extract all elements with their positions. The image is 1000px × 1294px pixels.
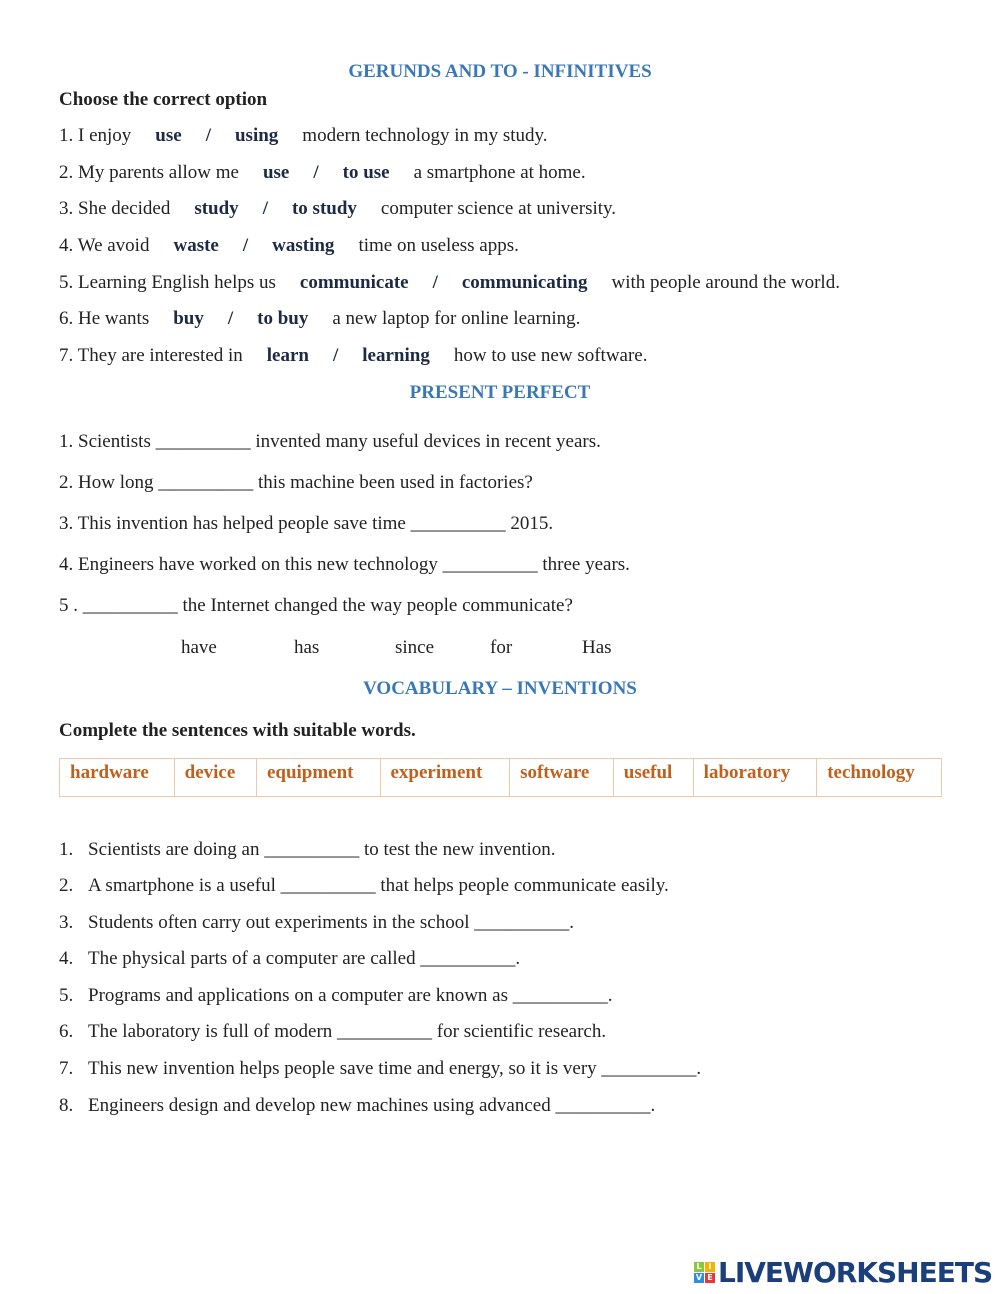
present-perfect-item: 1. Scientists __________ invented many useful devices in recent years. xyxy=(59,431,601,452)
option-1[interactable]: waste xyxy=(173,235,219,256)
word-box-cell: device xyxy=(174,759,256,797)
option-separator: / xyxy=(333,345,339,366)
item-prefix: 3. She decided xyxy=(59,198,171,219)
item-suffix: computer science at university. xyxy=(380,198,617,219)
word-box-cell: software xyxy=(510,759,614,797)
word-box-cell: equipment xyxy=(256,759,380,797)
present-perfect-item: 2. How long __________ this machine been used in factories? xyxy=(59,472,533,493)
option-1[interactable]: buy xyxy=(173,308,204,329)
gerunds-instruction: Choose the correct option xyxy=(59,89,268,110)
item-number: 5. xyxy=(59,985,74,1006)
option-2[interactable]: to buy xyxy=(257,308,309,329)
word-box-cell: hardware xyxy=(60,759,175,797)
option-1[interactable]: communicate xyxy=(299,272,409,293)
word-box-cell: technology xyxy=(817,759,942,797)
item-suffix: with people around the world. xyxy=(611,272,840,293)
word-bank-item: have xyxy=(181,637,217,658)
item-text: The physical parts of a computer are called __________. xyxy=(88,948,521,969)
item-text: The laboratory is full of modern __________ for scientific research. xyxy=(88,1021,607,1042)
item-text: This new invention helps people save time and energy, so it is very __________. xyxy=(88,1058,702,1079)
word-bank-item: has xyxy=(294,637,320,658)
vocabulary-item xyxy=(59,912,574,934)
logo-tiles-icon: L I V E xyxy=(694,1262,715,1283)
option-1[interactable]: use xyxy=(155,125,182,146)
vocabulary-item xyxy=(59,839,556,861)
option-separator: / xyxy=(313,162,319,183)
option-2[interactable]: to study xyxy=(291,198,357,219)
option-1[interactable]: learn xyxy=(266,345,309,366)
vocabulary-item xyxy=(59,875,669,897)
option-1[interactable]: study xyxy=(194,198,239,219)
item-prefix: 5. Learning English helps us xyxy=(59,272,276,293)
vocabulary-item xyxy=(59,1058,701,1080)
vocabulary-instruction: Complete the sentences with suitable words. xyxy=(59,720,416,741)
gerund-item xyxy=(59,345,648,367)
option-separator: / xyxy=(227,308,234,329)
item-number: 2. xyxy=(59,875,74,896)
option-1[interactable]: use xyxy=(262,162,290,183)
item-number: 1. xyxy=(59,839,74,860)
item-prefix: 2. My parents allow me xyxy=(59,162,239,183)
item-number: 6. xyxy=(59,1021,74,1042)
option-2[interactable]: wasting xyxy=(272,235,335,256)
present-perfect-item: 5 . __________ the Internet changed the way people communicate? xyxy=(59,595,573,616)
item-suffix: modern technology in my study. xyxy=(302,125,548,146)
gerund-item xyxy=(59,125,548,147)
liveworksheets-logo xyxy=(694,1256,992,1289)
gerund-item xyxy=(59,308,580,330)
option-separator: / xyxy=(262,198,268,219)
gerund-item xyxy=(59,272,840,294)
gerund-item xyxy=(59,198,616,220)
vocabulary-item xyxy=(59,948,520,970)
item-suffix: how to use new software. xyxy=(453,345,648,366)
vocabulary-item xyxy=(59,985,613,1007)
word-box-cell: useful xyxy=(613,759,693,797)
item-number: 7. xyxy=(59,1058,74,1079)
option-separator: / xyxy=(432,272,438,293)
word-box-cell: experiment xyxy=(380,759,510,797)
word-bank-item: since xyxy=(395,637,435,658)
item-text: Engineers design and develop new machines using advanced __________. xyxy=(88,1095,656,1116)
option-separator: / xyxy=(242,235,249,256)
present-perfect-item: 3. This invention has helped people save time __________ 2015. xyxy=(59,513,554,534)
item-text: Programs and applications on a computer are known as __________. xyxy=(88,985,613,1006)
item-number: 3. xyxy=(59,912,74,933)
item-suffix: time on useless apps. xyxy=(358,235,519,256)
word-bank-item: Has xyxy=(582,637,612,658)
option-separator: / xyxy=(205,125,211,146)
gerunds-title: GERUNDS AND TO - INFINITIVES xyxy=(348,61,652,82)
item-number: 4. xyxy=(59,948,74,969)
gerund-item xyxy=(59,235,519,257)
word-box xyxy=(59,758,942,797)
vocabulary-title: VOCABULARY – INVENTIONS xyxy=(363,678,637,699)
item-prefix: 6. He wants xyxy=(59,308,150,329)
item-suffix: a smartphone at home. xyxy=(413,162,586,183)
present-perfect-item: 4. Engineers have worked on this new technology __________ three years. xyxy=(59,554,630,575)
item-suffix: a new laptop for online learning. xyxy=(332,308,581,329)
item-prefix: 4. We avoid xyxy=(59,235,150,256)
option-2[interactable]: using xyxy=(234,125,279,146)
item-text: Scientists are doing an __________ to test the new invention. xyxy=(88,839,556,860)
item-prefix: 7. They are interested in xyxy=(59,345,243,366)
word-box-cell: laboratory xyxy=(693,759,817,797)
option-2[interactable]: communicating xyxy=(461,272,588,293)
word-bank-item: for xyxy=(490,637,513,658)
logo-text: LIVEWORKSHEETS xyxy=(718,1256,993,1289)
item-number: 8. xyxy=(59,1095,74,1116)
present-perfect-title: PRESENT PERFECT xyxy=(409,382,591,403)
option-2[interactable]: to use xyxy=(342,162,390,183)
vocabulary-item xyxy=(59,1095,655,1117)
item-text: Students often carry out experiments in the school __________. xyxy=(88,912,574,933)
item-text: A smartphone is a useful __________ that helps people communicate easily. xyxy=(88,875,669,896)
option-2[interactable]: learning xyxy=(362,345,430,366)
item-prefix: 1. I enjoy xyxy=(59,125,132,146)
vocabulary-item xyxy=(59,1021,606,1043)
gerund-item xyxy=(59,162,586,184)
